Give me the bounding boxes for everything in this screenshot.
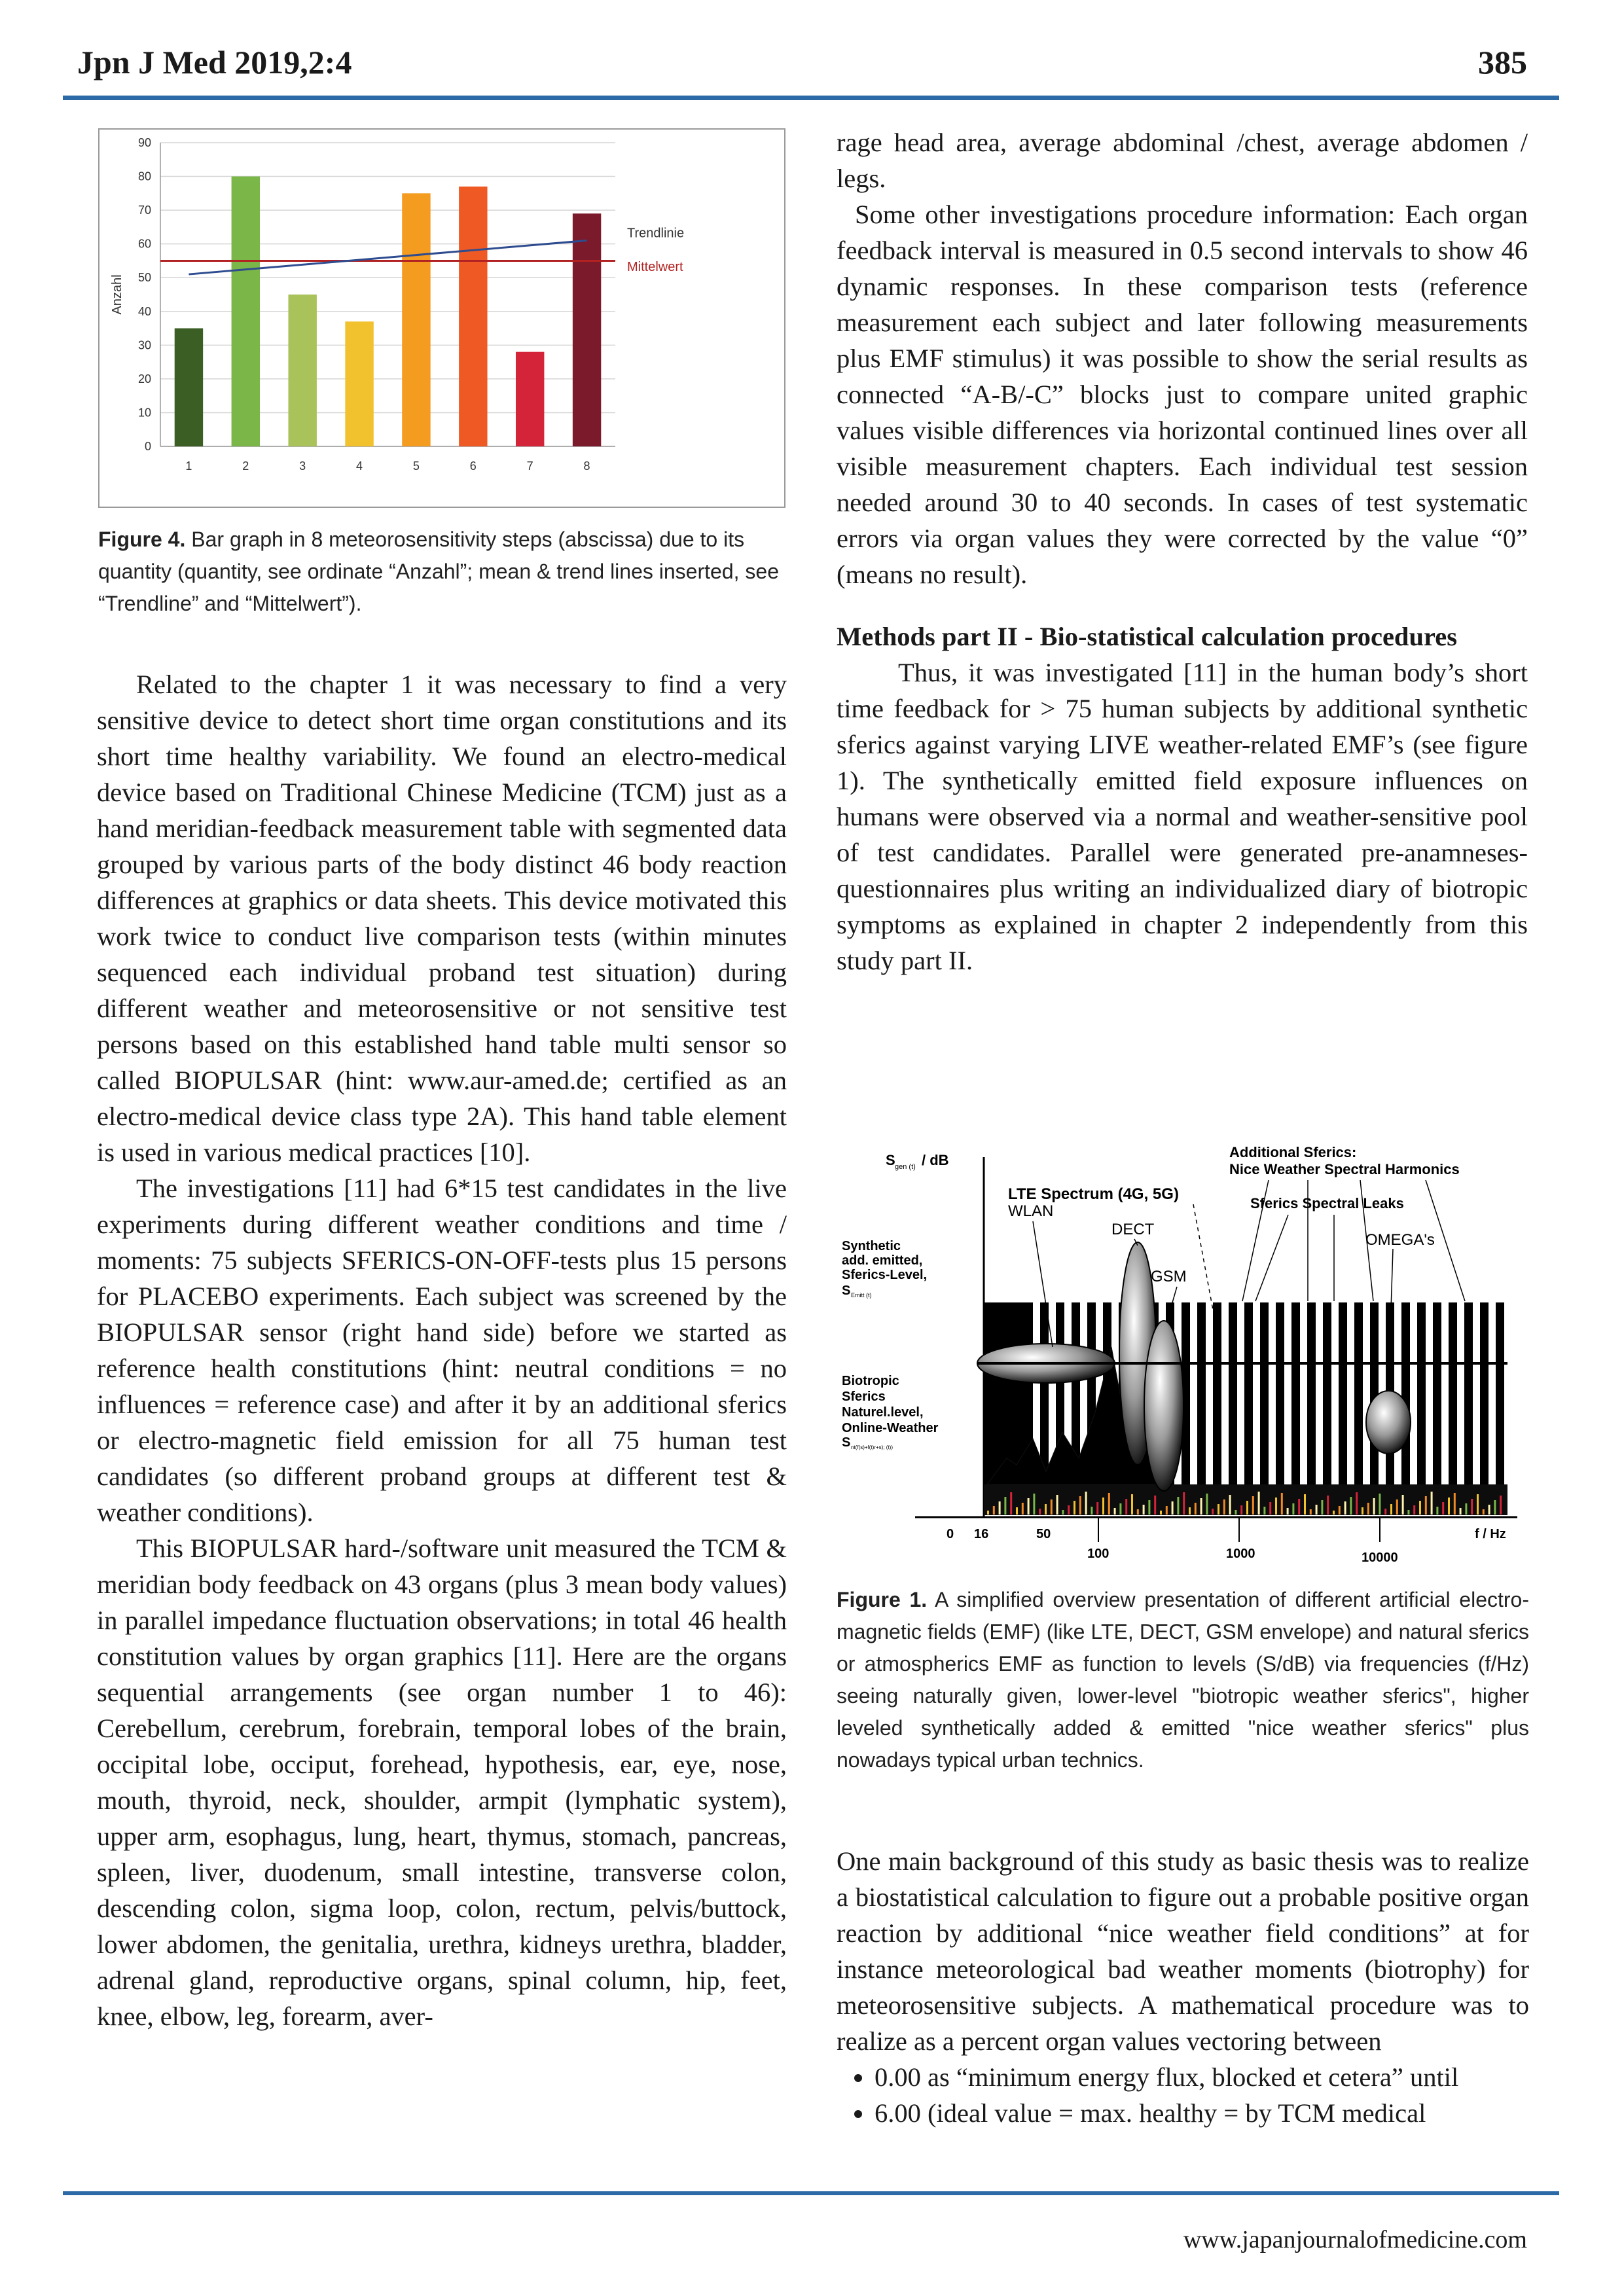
noise-peak xyxy=(1125,1499,1127,1515)
noise-peak xyxy=(1195,1503,1197,1515)
y-axis-subscript: gen (t) xyxy=(895,1163,916,1171)
y-tick-label: 50 xyxy=(137,271,151,285)
x-tick-label: 2 xyxy=(242,459,249,473)
noise-peak xyxy=(1079,1496,1081,1515)
noise-peak xyxy=(1114,1508,1116,1515)
noise-peak xyxy=(1263,1507,1265,1515)
bar xyxy=(345,321,373,446)
x-tick-100: 100 xyxy=(1087,1547,1110,1561)
figure-1-diagram xyxy=(837,1131,1530,1570)
omega-label: OMEGA's xyxy=(1365,1231,1435,1249)
noise-peak xyxy=(1096,1502,1098,1515)
noise-peak xyxy=(1223,1499,1225,1515)
right-paragraph-1: Some other investigations procedure information: Each organ feedback interval is measured in 0.5 second intervals to show 46 dynamic responses. In these comparison tests (reference measurement each subject and later following measurements plus EMF stimulus) it was possible to show the serial results as connected “A-B/-C” blocks just to compare united graphic values visible differences via horizontal continued lines over all visible measurement chapters. Each individual test session needed around 30 to 40 seconds. In cases of test systematic errors via organ values they were corrected by the value “0” (means no result). xyxy=(837,200,1528,589)
noise-peak xyxy=(1010,1492,1012,1515)
biotropic-label xyxy=(842,1374,939,1450)
noise-peak xyxy=(1407,1510,1409,1515)
journal-title: Jpn J Med 2019,2:4 xyxy=(77,44,352,81)
spectral-stripe xyxy=(1363,1302,1370,1486)
bar xyxy=(402,193,430,446)
y-tick-label: 20 xyxy=(137,372,151,386)
left-paragraph-3: This BIOPULSAR hard-/software unit measured the TCM & meridian body feedback on 43 organs (plus 3 mean body values) in parallel impedance fluctuation observations; in total 46 health constitution values by organ graphics [11]. Here are the organs sequential arrangements (see organ number 1 to 46): Cerebellum, cerebrum, forebrain, temporal lobes of the brain, occipital lobe, occiput, forehead, hypothesis, ear, eye, nose, mouth, thyroid, neck, shoulder, armpit (lymphatic system), upper arm, esophagus, lung, heart, thymus, stomach, pancreas, spleen, liver, duodenum, small intestine, transverse colon, descending colon, sigma loop, colon, rectum, pelvis/buttock, lower abdomen, the genitalia, urethra, kidneys urethra, bladder, adrenal gland, reproductive organs, spinal column, hip, feet, knee, elbow, leg, forearm, aver- xyxy=(97,1534,787,2031)
x-tick-label: 1 xyxy=(185,459,192,473)
noise-peak xyxy=(1431,1492,1433,1515)
noise-peak xyxy=(1436,1507,1438,1515)
figure-1-caption xyxy=(837,1584,1529,1776)
synthetic-label-symbol: S xyxy=(842,1283,851,1298)
right-column-bottom xyxy=(837,1843,1529,2131)
spectral-stripe xyxy=(1426,1302,1433,1486)
noise-peak xyxy=(1442,1502,1444,1515)
noise-peak xyxy=(1494,1500,1496,1515)
noise-peak xyxy=(1004,1497,1006,1515)
spectral-stripe xyxy=(1441,1302,1449,1486)
noise-peak xyxy=(1304,1494,1306,1515)
synthetic-label-line-1: Synthetic xyxy=(842,1239,901,1253)
omega-ellipse xyxy=(1366,1391,1411,1454)
noise-peak xyxy=(987,1511,989,1515)
noise-peak xyxy=(1292,1503,1294,1515)
noise-peak xyxy=(1108,1493,1110,1515)
figure-4-caption xyxy=(98,524,785,620)
noise-peak xyxy=(1131,1494,1133,1515)
noise-peak xyxy=(1143,1505,1145,1515)
x-axis-ticks xyxy=(947,1527,1506,1565)
noise-peak xyxy=(1489,1505,1490,1515)
gsm-ellipse xyxy=(1144,1321,1183,1491)
noise-peak xyxy=(1269,1502,1271,1515)
noise-peak xyxy=(1137,1509,1139,1515)
noise-peak xyxy=(1119,1503,1121,1515)
synthetic-label xyxy=(842,1239,927,1299)
x-tick-1000: 1000 xyxy=(1226,1547,1255,1561)
x-tick-0: 0 xyxy=(947,1527,954,1541)
noise-peak xyxy=(1477,1494,1479,1515)
value-range-list xyxy=(837,2059,1529,2131)
value-range-item: • 0.00 as “minimum energy flux, blocked et cetera” until xyxy=(875,2059,1529,2095)
noise-peak xyxy=(1287,1508,1289,1515)
emf-spectrum-svg xyxy=(837,1131,1530,1570)
biotropic-label-line-2: Sferics xyxy=(842,1390,886,1404)
y-axis-unit: / dB xyxy=(922,1152,949,1168)
noise-peak xyxy=(1373,1498,1375,1515)
noise-peak xyxy=(1091,1507,1092,1515)
y-tick-label: 40 xyxy=(137,304,151,318)
noise-peak xyxy=(1074,1501,1075,1515)
noise-peak xyxy=(1246,1501,1248,1515)
noise-peak xyxy=(1339,1506,1341,1515)
dect-label: DECT xyxy=(1111,1221,1155,1238)
left-column xyxy=(97,666,787,2034)
figure-4-caption-text: Bar graph in 8 meteorosensitivity steps (abscissa) due to its quantity (quantity, see ordinate “Anzahl”; mean & trend lines inserted, see “Trendline” and “Mittelwert”). xyxy=(98,528,779,615)
noise-peak xyxy=(1183,1492,1185,1515)
additional-sferics-label-2: Nice Weather Spectral Harmonics xyxy=(1229,1161,1460,1177)
spectral-stripe xyxy=(1347,1302,1354,1486)
y-tick-label: 30 xyxy=(137,338,151,352)
value-range-item: • 6.00 (ideal value = max. healthy = by TCM medical xyxy=(875,2095,1529,2131)
wlan-label: WLAN xyxy=(1008,1202,1054,1220)
noise-peak xyxy=(1390,1504,1392,1515)
synthetic-label-subscript: Emitt (t) xyxy=(851,1292,872,1299)
spectral-leaks-label: Sferics Spectral Leaks xyxy=(1250,1195,1404,1211)
spectral-stripe xyxy=(1489,1302,1496,1486)
biotropic-label-line-1: Biotropic xyxy=(842,1374,899,1388)
y-tick-label: 10 xyxy=(137,406,151,420)
noise-peak xyxy=(1350,1497,1352,1515)
noise-peak xyxy=(993,1506,995,1515)
noise-peak xyxy=(1177,1497,1179,1515)
noise-peak xyxy=(1298,1499,1300,1515)
noise-peak xyxy=(1471,1499,1473,1515)
left-paragraph-2: The investigations [11] had 6*15 test candidates in the live experiments during different weather conditions and time / moments: 75 subjects SFERICS-ON-OFF-tests plus 15 persons for PLACEBO experiments. Each subject was screened by the BIOPULSAR sensor (right hand side) before we started as reference health constitutions (hint: neutral conditions = no influences = reference case) and after it by an additional sferics or electro-magnetic field emission for all 75 human test candidates (so different proband groups at different test & weather conditions). xyxy=(97,1174,787,1527)
noise-peak xyxy=(1419,1501,1421,1515)
noise-peak xyxy=(1039,1509,1041,1515)
figure-4-caption-label: Figure 4. xyxy=(98,528,186,551)
left-paragraph-1: Related to the chapter 1 it was necessary to find a very sensitive device to detect short time organ constitutions and its short time healthy variability. We found an electro-medical device based on Traditional Chinese Medicine (TCM) just as a hand meridian-feedback measurement table with segmented data grouped by various parts of the body distinct 46 body reaction differences at graphics or data sheets. This device motivated this work twice to conduct live comparison tests (within minutes sequenced each individual proband test situation) during different weather and meteorosensitive or not sensitive test persons based on this established hand table multi sensor so called BIOPULSAR (hint: www.aur-amed.de; certified as an electro-medical device class type 2A). This hand table element is used in various medical practices [10]. xyxy=(97,670,787,1167)
synthetic-label-line-2: add. emitted, xyxy=(842,1253,923,1268)
bar xyxy=(288,295,316,446)
figure-1-caption-text: A simplified overview presentation of different artificial electro-magnetic fields (EMF) (like LTE, DECT, GSM envelope) and natural sferics or atmospherics EMF as function to levels (S/dB) via frequencies (f/Hz) seeing naturally given, lower-level "biotropic weather sferics", higher leveled synthetically added & emitted "nice weather sferics" plus nowadays typical urban technics. xyxy=(837,1588,1529,1772)
x-tick-label: 7 xyxy=(526,459,533,473)
bar xyxy=(573,213,601,446)
x-tick-marks xyxy=(1098,1517,1380,1542)
additional-sferics-label-1: Additional Sferics: xyxy=(1229,1144,1357,1160)
y-tick-label: 80 xyxy=(137,170,151,183)
noise-peak xyxy=(1045,1504,1047,1515)
noise-peak xyxy=(1051,1499,1053,1515)
noise-peak xyxy=(1166,1506,1168,1515)
x-tick-16: 16 xyxy=(974,1527,989,1541)
noise-peak xyxy=(1367,1503,1369,1515)
bar xyxy=(459,187,487,446)
figure-1-caption-label: Figure 1. xyxy=(837,1588,928,1611)
right-paragraph-0: rage head area, average abdominal /chest, average abdomen / legs. xyxy=(837,128,1528,193)
noise-peak xyxy=(1200,1498,1202,1515)
figure-4-chart xyxy=(98,128,785,508)
y-axis-title: Anzahl xyxy=(110,274,124,315)
right-paragraph-3: One main background of this study as basic thesis was to realize a biostatistical calculation to figure out a probable positive organ reaction by additional “nice weather field conditions” at for instance meteorological bad weather moments (biotrophy) for meteorosensitive subjects. A mathematical procedure was to realize as a percent organ values vectoring between xyxy=(837,1846,1529,2056)
noise-peak xyxy=(1240,1505,1242,1515)
bar xyxy=(516,352,544,446)
spectral-stripe xyxy=(1457,1302,1464,1486)
spectral-stripe xyxy=(1331,1302,1339,1486)
noise-peak xyxy=(1258,1492,1260,1515)
noise-peak xyxy=(1102,1498,1104,1515)
x-tick-label: 3 xyxy=(299,459,306,473)
noise-peak xyxy=(999,1501,1001,1515)
footer-url: www.japanjournalofmedicine.com xyxy=(1183,2226,1527,2253)
biotropic-label-symbol: S xyxy=(842,1435,851,1450)
noise-peak xyxy=(1016,1507,1018,1515)
noise-peak xyxy=(1056,1495,1058,1515)
noise-peak xyxy=(1500,1496,1502,1515)
noise-peak xyxy=(1425,1496,1427,1515)
noise-peak xyxy=(1379,1494,1380,1515)
spectral-stripe xyxy=(1410,1302,1417,1486)
spectral-stripe xyxy=(1190,1302,1197,1486)
spectral-stripe xyxy=(1473,1302,1480,1486)
x-tick-10000: 10000 xyxy=(1362,1551,1398,1565)
x-tick-label: 8 xyxy=(583,459,590,473)
right-column-top xyxy=(837,124,1528,978)
page-number: 385 xyxy=(1478,44,1527,81)
noise-peak xyxy=(1033,1494,1035,1515)
x-tick-50: 50 xyxy=(1036,1527,1051,1541)
y-tick-label: 60 xyxy=(137,237,151,251)
noise-peak xyxy=(1172,1501,1174,1515)
x-tick-label: 6 xyxy=(469,459,477,473)
noise-peak xyxy=(1310,1509,1312,1515)
bar-chart-svg xyxy=(98,128,785,508)
noise-peak xyxy=(1460,1508,1462,1515)
noise-peak xyxy=(1229,1495,1231,1515)
methods-heading: Methods part II - Bio-statistical calculation procedures xyxy=(837,622,1457,651)
y-tick-label: 90 xyxy=(137,136,151,149)
biotropic-label-line-4: Online-Weather xyxy=(842,1421,939,1435)
trendline-legend: Trendlinie xyxy=(627,226,685,241)
noise-peak xyxy=(1465,1503,1467,1515)
x-axis-unit: f / Hz xyxy=(1475,1527,1506,1541)
noise-peak xyxy=(1344,1501,1346,1515)
spectral-stripe xyxy=(1269,1302,1276,1486)
noise-peak xyxy=(1235,1510,1236,1515)
noise-peak xyxy=(1454,1493,1456,1515)
noise-peak xyxy=(1362,1507,1363,1515)
mean-legend: Mittelwert xyxy=(627,259,683,274)
noise-peak xyxy=(1068,1505,1070,1515)
noise-peak xyxy=(1062,1510,1064,1515)
noise-peak xyxy=(1333,1511,1335,1515)
synthetic-label-line-3: Sferics-Level, xyxy=(842,1268,928,1282)
spectral-stripe xyxy=(1316,1302,1323,1486)
y-tick-label: 70 xyxy=(137,204,151,217)
noise-peak xyxy=(1160,1511,1162,1515)
noise-peak xyxy=(1396,1499,1398,1515)
chart-frame xyxy=(99,129,785,507)
spectral-stripe xyxy=(1284,1302,1291,1486)
noise-peak xyxy=(1252,1496,1254,1515)
noise-peak xyxy=(1281,1493,1283,1515)
noise-peak xyxy=(1085,1492,1087,1515)
noise-peak xyxy=(1327,1496,1329,1515)
noise-peak xyxy=(1148,1500,1150,1515)
noise-peak xyxy=(1356,1492,1358,1515)
bar xyxy=(232,177,260,446)
bar xyxy=(175,329,203,446)
noise-peak xyxy=(1154,1496,1156,1515)
spectral-stripe xyxy=(1504,1302,1511,1486)
noise-peak xyxy=(1189,1507,1191,1515)
biotropic-label-subscript: nt(f(s)+f(t)r+s); (t)) xyxy=(851,1444,893,1450)
noise-peak xyxy=(1413,1505,1415,1515)
noise-peak xyxy=(1402,1495,1404,1515)
spectral-stripe xyxy=(1253,1302,1260,1486)
right-paragraph-2: Thus, it was investigated [11] in the human body’s short time feedback for > 75 human subjects by additional synthetic sferics against varying LIVE weather-related EMF’s (see figure 1). The synthetically emitted field exposure influences on humans were observed via a normal and weather-sensitive pool of test candidates. Parallel were generated pre-anamneses-questionnaires plus writing an individualized diary of biotropic symptoms as explained in chapter 2 independently from this study part II. xyxy=(837,658,1528,975)
spectral-stripe xyxy=(1221,1302,1229,1486)
spectral-stripe xyxy=(1206,1302,1213,1486)
noise-peak xyxy=(1483,1509,1485,1515)
noise-peak xyxy=(1212,1509,1214,1515)
x-tick-label: 5 xyxy=(412,459,420,473)
noise-peak xyxy=(1022,1503,1024,1515)
noise-peak xyxy=(1028,1498,1030,1515)
biotropic-label-line-3: Naturel.level, xyxy=(842,1405,924,1420)
noise-peak xyxy=(1275,1498,1277,1515)
noise-peak xyxy=(1206,1494,1208,1515)
spectral-stripe xyxy=(1237,1302,1244,1486)
noise-peak xyxy=(1448,1498,1450,1515)
footer-rule xyxy=(63,2191,1559,2195)
gsm-label: GSM xyxy=(1151,1268,1187,1285)
header-rule xyxy=(63,96,1559,100)
y-tick-label: 0 xyxy=(144,440,151,453)
noise-peak xyxy=(1384,1509,1386,1515)
noise-peak xyxy=(1321,1500,1323,1515)
x-tick-label: 4 xyxy=(356,459,363,473)
y-axis-symbol: S xyxy=(886,1152,895,1168)
lte-label: LTE Spectrum (4G, 5G) xyxy=(1008,1185,1179,1203)
noise-peak xyxy=(1218,1504,1219,1515)
noise-peak xyxy=(1316,1505,1318,1515)
spectral-stripe xyxy=(1300,1302,1307,1486)
